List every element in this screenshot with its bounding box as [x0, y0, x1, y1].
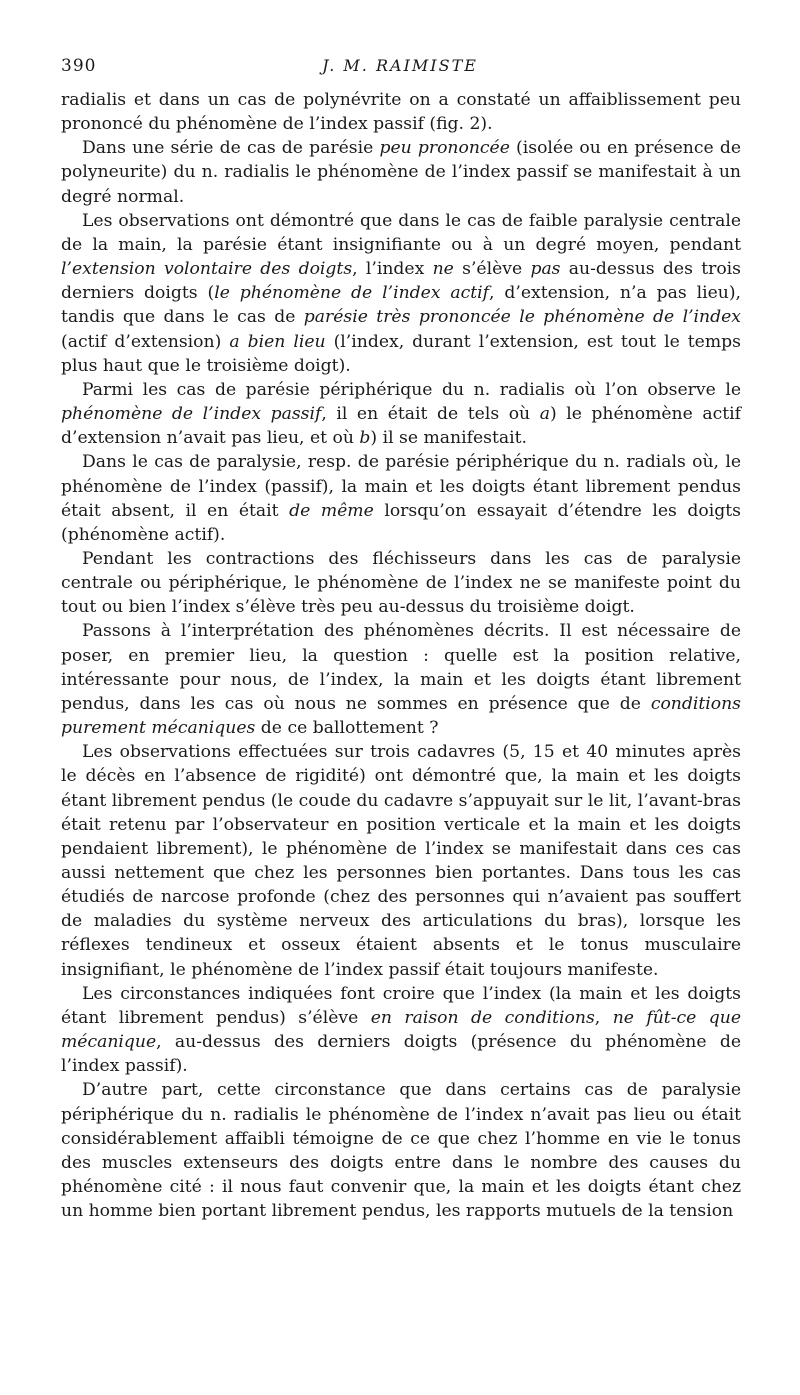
- emphasis-text: ne fût-ce que mécanique: [61, 1007, 741, 1053]
- emphasis-text: de même: [289, 500, 374, 521]
- emphasis-text: b: [359, 428, 371, 449]
- body-text: [61, 88, 741, 1223]
- text-run: Pendant les contractions des fléchisseurs dans les cas de paralysie centrale ou périphérique, le phénomène de l’index ne se manifeste point du tout ou bien l’index s’élève très peu au-dessus du troisième doigt.: [61, 548, 741, 618]
- emphasis-text: parésie très prononcée le phénomène de l’index: [303, 307, 741, 328]
- emphasis-text: ne: [432, 259, 454, 280]
- emphasis-text: pas: [530, 259, 561, 280]
- running-title: J. M. RAIMISTE: [322, 56, 478, 75]
- paragraph: [61, 88, 741, 136]
- page-header: [61, 56, 739, 80]
- text-run: Les observations ont démontré que dans le cas de faible paralysie centrale de la main, la parésie étant insignifiante ou à un degré moyen, pendant: [61, 210, 741, 255]
- text-run: (isolée ou en présence de polyneurite) du n. radialis le phénomène de l’index passif se manifestait à un degré normal.: [61, 138, 741, 207]
- emphasis-text: l’extension volontaire des doigts: [61, 259, 353, 280]
- text-run: Parmi les cas de parésie périphérique du n. radialis où l’on observe le: [82, 379, 741, 400]
- text-run: Passons à l’interprétation des phénomènes décrits. Il est nécessaire de poser, en premier lieu, la question : quelle est la position relative, intéressante pour nous, de l’index, la main et les doigts étant librement pendus, dans les cas où nous ne sommes en présence que de: [61, 621, 741, 714]
- text-run: ) il se manifestait.: [370, 428, 527, 449]
- emphasis-text: phénomène de l’index passif: [61, 404, 322, 425]
- text-run: au-dessus des trois derniers doigts (: [61, 259, 741, 304]
- text-run: de ce ballottement ?: [255, 718, 439, 739]
- paragraph: [61, 982, 741, 1079]
- emphasis-text: a: [539, 404, 550, 425]
- text-run: s’élève: [453, 259, 531, 280]
- text-run: , d’extension, n’a pas lieu), tandis que dans le cas de: [61, 283, 741, 328]
- emphasis-text: peu prononcée: [379, 138, 510, 159]
- emphasis-text: conditions purement mécaniques: [61, 693, 741, 739]
- page-number: 390: [61, 56, 97, 76]
- paragraph: [61, 619, 741, 740]
- text-run: Dans une série de cas de parésie: [82, 138, 380, 159]
- paragraph: [61, 136, 741, 208]
- paragraph: [61, 547, 741, 619]
- paragraph: [61, 1078, 741, 1223]
- text-run: , l’index: [352, 259, 433, 280]
- emphasis-text: le phénomène de l’index actif: [214, 283, 490, 304]
- text-run: Les observations effectuées sur trois cadavres (5, 15 et 40 minutes après le décès en l’absence de rigidité) ont démontré que, la main et les doigts étant librement pendus (le coude du cadavre s’appuyait sur le lit, l’avant-bras était retenu par l’observateur en position verticale et la main et les doigts pendaient librement), le phénomène de l’index se manifestait dans ces cas aussi nettement que chez les personnes bien portantes. Dans tous les cas étudiés de narcose profonde (chez des personnes qui n’avaient pas souffert de maladies du système nerveux des articulations du bras), lorsque les réflexes tendineux et osseux étaient absents et le tonus musculaire insignifiant, le phénomène de l’index passif était toujours manifeste.: [61, 742, 741, 980]
- text-run: Les circonstances indiquées font croire que l’index (la main et les doigts étant librement pendus) s’élève: [61, 983, 741, 1028]
- text-run: ) le phénomène actif d’extension n’avait pas lieu, et où: [61, 404, 741, 449]
- text-run: lorsqu’on essayait d’étendre les doigts (phénomène actif).: [61, 500, 742, 545]
- text-run: radialis et dans un cas de polynévrite on a constaté un affaiblissement peu prononcé du phénomène de l’index passif (fig. 2).: [61, 90, 741, 135]
- paragraph: [61, 740, 741, 982]
- text-run: D’autre part, cette circonstance que dans certains cas de paralysie périphérique du n. radialis le phénomène de l’index n’avait pas lieu ou était considérablement affaibli témoigne de ce que chez l’homme en vie le tonus des muscles extenseurs des doigts entre dans le nombre des causes du phénomène cité : il nous faut convenir que, la main et les doigts étant chez un homme bien portant librement pendus, les rapports mutuels de la tension: [61, 1080, 741, 1222]
- paragraph: [61, 378, 741, 450]
- text-run: , au-dessus des derniers doigts (présence du phénomène de l’index passif).: [61, 1032, 741, 1077]
- emphasis-text: a bien lieu: [229, 331, 326, 352]
- text-run: Dans le cas de paralysie, resp. de parésie périphérique du n. radials où, le phénomène de l’index (passif), la main et les doigts étant librement pendus était absent, il en était: [61, 452, 741, 521]
- paragraph: [61, 209, 741, 378]
- paragraph: [61, 450, 741, 547]
- text-run: (l’index, durant l’extension, est tout le temps plus haut que le troisième doigt).: [61, 331, 741, 376]
- text-run: ,: [594, 1007, 613, 1028]
- text-run: , il en était de tels où: [321, 404, 540, 425]
- emphasis-text: en raison de conditions: [370, 1007, 595, 1028]
- text-run: (actif d’extension): [61, 331, 230, 352]
